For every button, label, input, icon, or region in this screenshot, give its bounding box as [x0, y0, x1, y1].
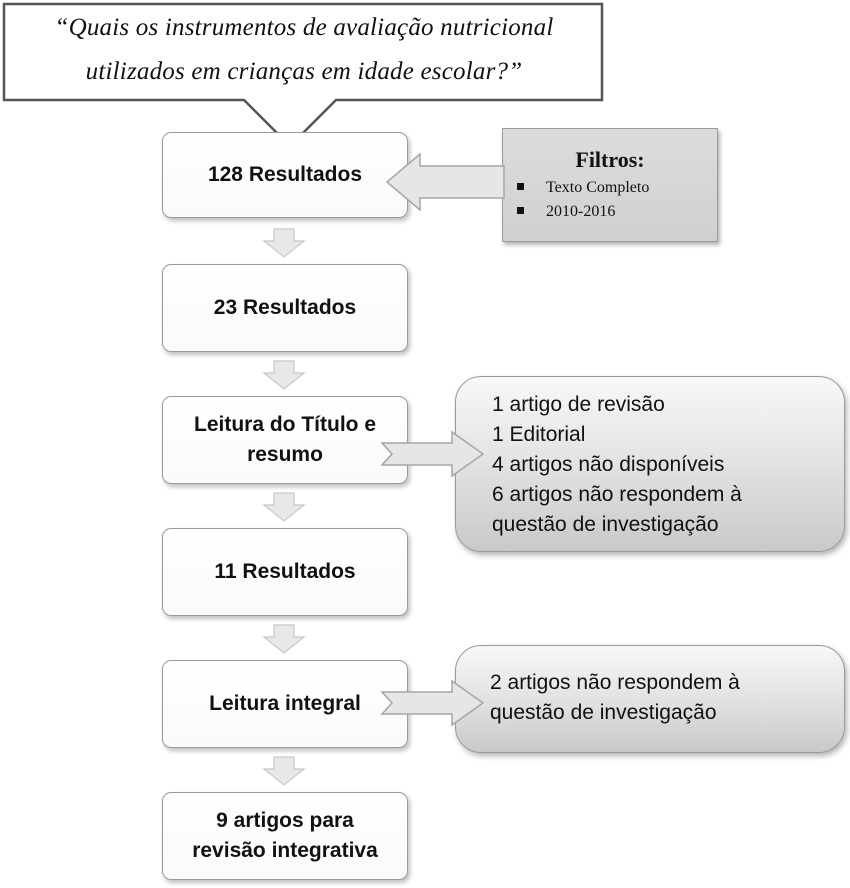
bullet-icon: [517, 183, 524, 190]
step-3-label-line-1: Leitura do Título e: [194, 413, 376, 436]
bullet-icon: [517, 207, 524, 214]
exclusion-item: 1 Editorial: [492, 423, 586, 446]
filter-item-label: 2010-2016: [546, 203, 616, 220]
step-2-label: 23 Resultados: [213, 296, 357, 319]
exclusion-item: 4 artigos não disponíveis: [492, 453, 725, 476]
exclusions-title-abstract-box: [455, 376, 845, 552]
exclusion-item: questão de investigação: [492, 513, 719, 536]
step-6-label-line-1: 9 artigos para: [216, 809, 354, 832]
exclusion-item: 6 artigos não respondem à: [492, 483, 742, 506]
exclusion-item: 1 artigo de revisão: [492, 393, 665, 416]
down-arrow-icon: [262, 624, 306, 654]
right-arrow-icon: [380, 429, 486, 479]
question-line-2: utilizados em crianças em idade escolar?”: [85, 58, 523, 85]
filters-box: [502, 128, 718, 242]
step-3-label-line-2: resumo: [247, 443, 323, 466]
exclusion-item: 2 artigos não respondem à: [490, 671, 740, 694]
step-5-label: Leitura integral: [209, 692, 361, 715]
research-question: [6, 6, 602, 98]
step-11-results: [162, 528, 408, 616]
filter-item-label: Texto Completo: [546, 179, 650, 196]
step-1-label: 128 Resultados: [207, 163, 363, 186]
step-full-reading: [162, 660, 408, 748]
step-128-results: [162, 132, 408, 218]
step-final-articles: [162, 792, 408, 880]
step-title-abstract-reading: [162, 396, 408, 484]
down-arrow-icon: [262, 756, 306, 786]
down-arrow-icon: [262, 492, 306, 522]
question-line-1: “Quais os instrumentos de avaliação nutricional: [54, 14, 554, 41]
step-23-results: [162, 264, 408, 352]
filter-item: [517, 179, 649, 197]
right-arrow-icon: [380, 678, 486, 728]
down-arrow-icon: [262, 360, 306, 390]
down-arrow-icon: [262, 228, 306, 258]
step-6-label-line-2: revisão integrativa: [192, 839, 378, 862]
filter-item: [517, 203, 615, 221]
left-arrow-icon: [384, 150, 508, 214]
exclusions-full-text-box: [455, 645, 845, 753]
step-4-label: 11 Resultados: [214, 560, 356, 583]
exclusion-item: questão de investigação: [490, 701, 717, 724]
filters-title: Filtros:: [575, 147, 645, 172]
